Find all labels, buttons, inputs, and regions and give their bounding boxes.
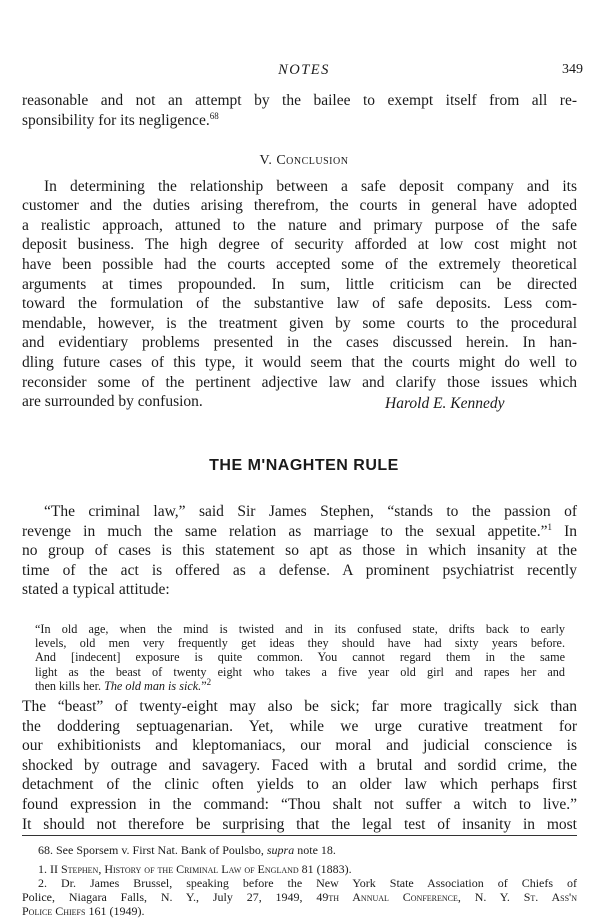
footnote-ref: 2 (206, 676, 212, 687)
text-line: reconsider some of the pertinent adjective law and clarify those issues which (22, 373, 577, 391)
text-line: mendable, however, is the treatment given by some courts to the procedural (22, 314, 577, 332)
text-line: no group of cases is this statement so apt as those in which insanity at the (22, 542, 577, 560)
text-line: detachment of the clinic often yields to an older law which perhaps first (22, 776, 577, 794)
text-line: have been possible had the courts accepted some of the extremely theoretical (22, 255, 577, 273)
text-line: time of the act is offered as a defense. A prominent psychiatrist recently (22, 561, 577, 579)
page-number: 349 (562, 62, 583, 77)
body-paragraph (22, 697, 577, 834)
text-line: reasonable and not an attempt by the bailee to exempt itself from all re- (22, 92, 577, 109)
running-title: NOTES (278, 62, 330, 78)
text-line: are surrounded by confusion. (22, 393, 203, 411)
text-line: dling future cases of this type, it would seem that the courts might do well to (22, 353, 577, 371)
footnote-2: 2. Dr. James Brussel, speaking before the New York State Association of Chiefs of (38, 876, 577, 890)
footnote-ref: 1 (547, 521, 552, 532)
text-line: It should not therefore be surprising that the legal test of insanity in most (22, 815, 577, 833)
text-line: a realistic approach, attuned to the nature and primary purpose of the safe (22, 216, 577, 234)
text-line: revenge in much the same relation as marriage to the sexual appetite.”$^1$ In (22, 521, 577, 540)
footnote-68: 68. See Sporsem v. First Nat. Bank of Poulsbo, supra note 18. (38, 843, 336, 857)
text-line: the doddering septuagenarian. Yet, while we urge curative treatment for (22, 717, 577, 735)
article-title: THE M'NAGHTEN RULE (209, 457, 399, 474)
text-line: “The criminal law,” said Sir James Stephen, “stands to the passion of (44, 503, 577, 520)
text-line: and evidentiary problems presented in the cases discussed herein. In han- (22, 334, 577, 352)
footnote-2-cont: Police Chiefs 161 (1949). (22, 904, 145, 918)
text-line: In determining the relationship between a safe deposit company and its (44, 177, 577, 195)
text-line: our exhibitionists and kleptomaniacs, our moral and judicial conscience is (22, 737, 577, 755)
footnote-divider (22, 835, 577, 836)
quote-line: levels, old men very frequently get ideas they should have had sixty years before. (35, 636, 565, 651)
quote-line: And [indecent] exposure is quite common. You cannot regard them in the same (35, 650, 565, 665)
footnote-2-cont: Police, Niagara Falls, N. Y., July 27, 1949, 49th Annual Conference, N. Y. St. Ass'n (22, 890, 577, 904)
continuation-paragraph (22, 91, 577, 130)
text-line: The “beast” of twenty-eight may also be sick; far more tragically sick than (22, 698, 577, 715)
quote-line: light as the beast of twenty eight who takes a five year old girl and rapes her and (35, 664, 565, 679)
footnote-1: 1. II Stephen, History of the Criminal Law of England 81 (1883). (38, 862, 352, 876)
text-line: sponsibility for its negligence.$^{68}$ (22, 110, 219, 129)
conclusion-paragraph (22, 157, 577, 412)
footnotes-block (22, 862, 577, 918)
running-header (0, 62, 608, 82)
quote-line: then kills her. The old man is sick.”$^2$ (35, 676, 212, 693)
text-line: deposit business. The high degree of security afforded at low cost might not (22, 236, 577, 254)
text-line: toward the formulation of the substantive law of safe deposits. Less com- (22, 295, 577, 313)
intro-paragraph (22, 502, 577, 600)
quote-line: “In old age, when the mind is twisted and in its confused state, drifts back to early (35, 622, 565, 636)
text-line: found expression in the command: “Thou shalt not suffer a witch to live.” (22, 795, 577, 813)
section-heading: V. Conclusion (259, 153, 349, 168)
text-line: stated a typical attitude: (22, 581, 170, 599)
footnote-ref: 68 (209, 110, 219, 121)
text-line: arguments at times propounded. In sum, little criticism can be directed (22, 275, 577, 293)
block-quote (35, 622, 565, 693)
author-signature: Harold E. Kennedy (385, 395, 505, 412)
text-line: shocked by outrage and savagery. Faced with a brutal and sordid crime, the (22, 756, 577, 774)
text-line: customer and the duties arising therefrom, the courts in general have adopted (22, 197, 577, 215)
